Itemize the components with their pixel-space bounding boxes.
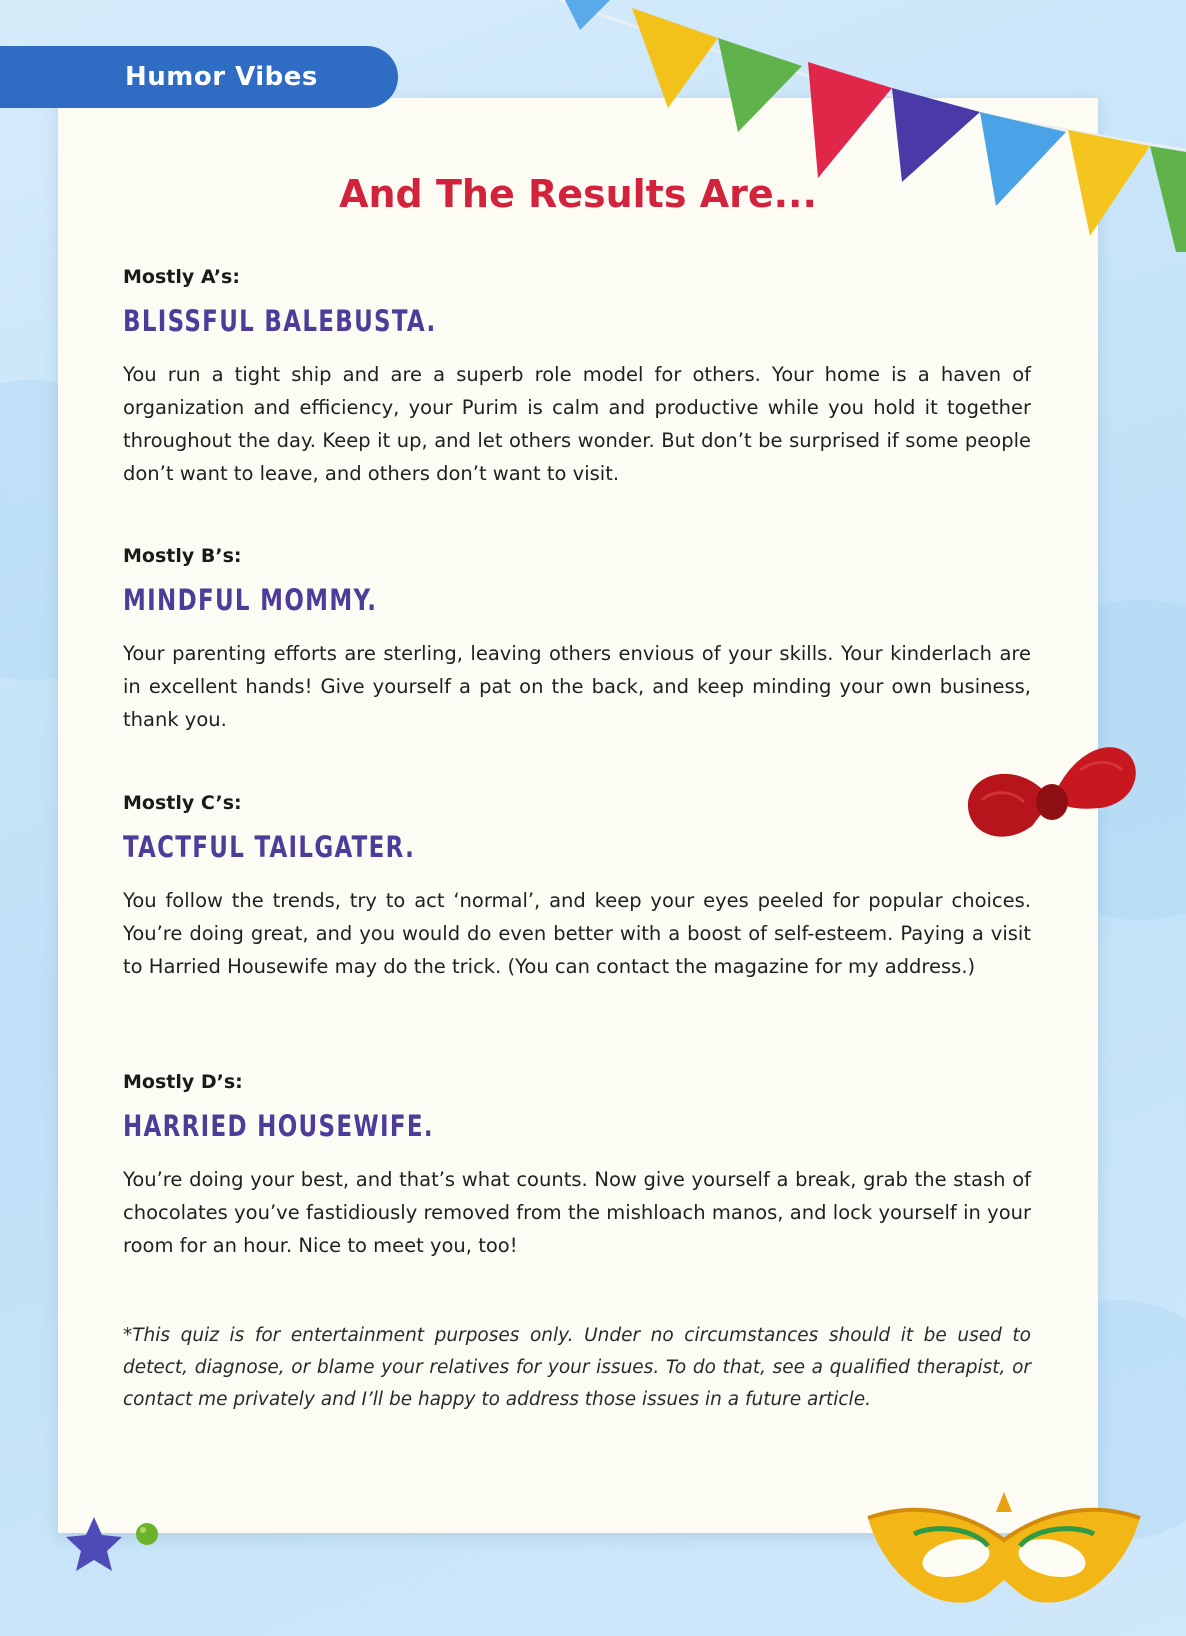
- result-heading: MINDFUL MOMMY.: [123, 583, 378, 617]
- result-body: You follow the trends, try to act ‘normal’, and keep your eyes peeled for popular choices. You’re doing great, and you would do even better with a boost of self-esteem. Paying a visit to Harried Housewife may do the trick. (You can contact the magazine for my address.): [123, 889, 1031, 978]
- bunting-flags: [0, 0, 1186, 270]
- disclaimer: *This quiz is for entertainment purposes only. Under no circumstances should it be used to detect, diagnose, or blame your relatives for your issues. To do that, see a qualified therapist, or contact me privately and I’ll be happy to address those issues in a future article.: [123, 1325, 1031, 1410]
- result-c: [123, 792, 1031, 983]
- result-heading: TACTFUL TAILGATER.: [123, 830, 416, 864]
- green-ball-icon: [134, 1521, 160, 1547]
- result-body: You’re doing your best, and that’s what counts. Now give yourself a break, grab the stash of chocolates you’ve fastidiously removed from the mishloach manos, and lock yourself in your room for an hour. Nice to meet you, too!: [123, 1168, 1031, 1257]
- result-heading: BLISSFUL BALEBUSTA.: [123, 304, 437, 338]
- flag-green-2: [1150, 146, 1186, 252]
- page-title: And The Results Are...: [339, 172, 817, 216]
- result-a: [123, 266, 1031, 490]
- result-label: Mostly D’s:: [123, 1071, 243, 1093]
- flag-green: [718, 38, 802, 132]
- result-label: Mostly B’s:: [123, 545, 242, 567]
- result-label: Mostly C’s:: [123, 792, 242, 814]
- result-body: Your parenting efforts are sterling, leaving others envious of your skills. Your kinderlach are in excellent hands! Give yourself a pat on the back, and keep minding your own business, thank you.: [123, 642, 1031, 731]
- section-tab-label: Humor Vibes: [125, 62, 318, 92]
- carnival-mask-icon: [864, 1488, 1144, 1618]
- result-label: Mostly A’s:: [123, 266, 240, 288]
- result-body: You run a tight ship and are a superb role model for others. Your home is a haven of organization and efficiency, your Purim is calm and productive while you hold it together throughout the day. Keep it up, and let others wonder. But don’t be surprised if some people don’t want to leave, and others don’t want to visit.: [123, 363, 1031, 485]
- flag-yellow: [632, 8, 718, 108]
- result-b: [123, 545, 1031, 736]
- flag-blue: [980, 112, 1066, 206]
- flag-yellow-2: [1068, 130, 1150, 236]
- blue-star-icon: [64, 1515, 124, 1575]
- flag-purple: [892, 88, 980, 182]
- flag-red: [808, 62, 892, 178]
- result-heading: HARRIED HOUSEWIFE.: [123, 1109, 434, 1143]
- result-d: [123, 1071, 1031, 1262]
- red-bow-icon: [962, 730, 1142, 860]
